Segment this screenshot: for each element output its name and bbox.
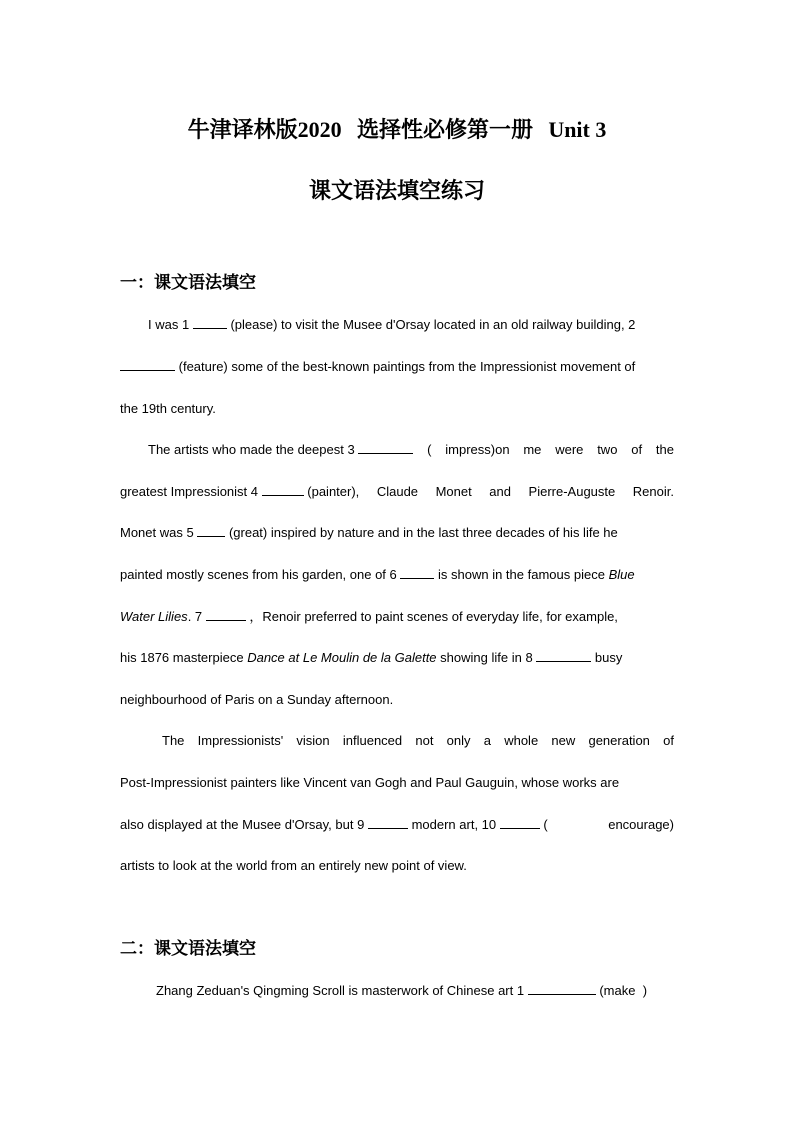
blank-8[interactable] <box>536 649 591 662</box>
blank-1[interactable] <box>193 316 227 329</box>
s1-p2-line5: Water Lilies. 7 ，Renoir preferred to paint scenes of everyday life, for example, <box>120 609 618 624</box>
title-publisher: 牛津译林版 <box>187 118 298 143</box>
blank-3[interactable] <box>358 441 413 454</box>
title-unit: Unit 3 <box>548 117 607 142</box>
title-year: 2020 <box>297 117 342 142</box>
s1-p2-line3: Monet was 5 (great) inspired by nature and in the last three decades of his life he <box>120 525 618 540</box>
blank-2[interactable] <box>120 358 175 371</box>
s1-p1-line3: the 19th century. <box>120 401 216 416</box>
s1-p3-line4: artists to look at the world from an entirely new point of view. <box>120 858 467 873</box>
s1-p1-line2: (feature) some of the best-known paintings from the Impressionist movement of <box>120 358 674 376</box>
s1-p2-line7: neighbourhood of Paris on a Sunday afternoon. <box>120 692 394 707</box>
s1-p3-line1: The Impressionists' vision influenced not only a whole new generation of <box>162 733 674 748</box>
s1-p1-line1: I was 1 (please) to visit the Musee d'Orsay located in an old railway building, 2 <box>148 317 636 332</box>
blank-s2-1[interactable] <box>528 982 596 995</box>
s1-p3-line3: also displayed at the Musee d'Orsay, but 9 modern art, 10 ( encourage) <box>120 817 674 832</box>
blank-5[interactable] <box>197 524 225 537</box>
section2-heading: 二：课文语法填空 <box>120 939 256 959</box>
title-volume: 选择性必修第一册 <box>356 118 533 143</box>
s1-p2-line6: his 1876 masterpiece Dance at Le Moulin de la Galette showing life in 8 busy <box>120 650 623 665</box>
blank-4[interactable] <box>262 483 304 496</box>
document-title-line2: 课文语法填空练习 <box>308 179 485 204</box>
s1-p3-line2: Post-Impressionist painters like Vincent van Gogh and Paul Gauguin, whose works are <box>120 775 620 790</box>
document-title-line1 <box>0 113 794 144</box>
s1-p2-line2: greatest Impressionist 4 (painter), Claude Monet and Pierre-Auguste Renoir. <box>120 484 674 499</box>
section1-heading: 一：课文语法填空 <box>120 273 256 293</box>
blank-10[interactable] <box>500 816 540 829</box>
blank-6[interactable] <box>400 566 434 579</box>
s2-p1-line1: Zhang Zeduan's Qingming Scroll is masterwork of Chinese art 1 (make ) <box>156 983 648 998</box>
s1-p2-line4: painted mostly scenes from his garden, one of 6 is shown in the famous piece Blue <box>120 567 635 582</box>
blank-9[interactable] <box>368 816 408 829</box>
s1-p2-line1: The artists who made the deepest 3 ( impress)on me were two of the <box>148 442 674 457</box>
blank-7[interactable] <box>206 608 246 621</box>
